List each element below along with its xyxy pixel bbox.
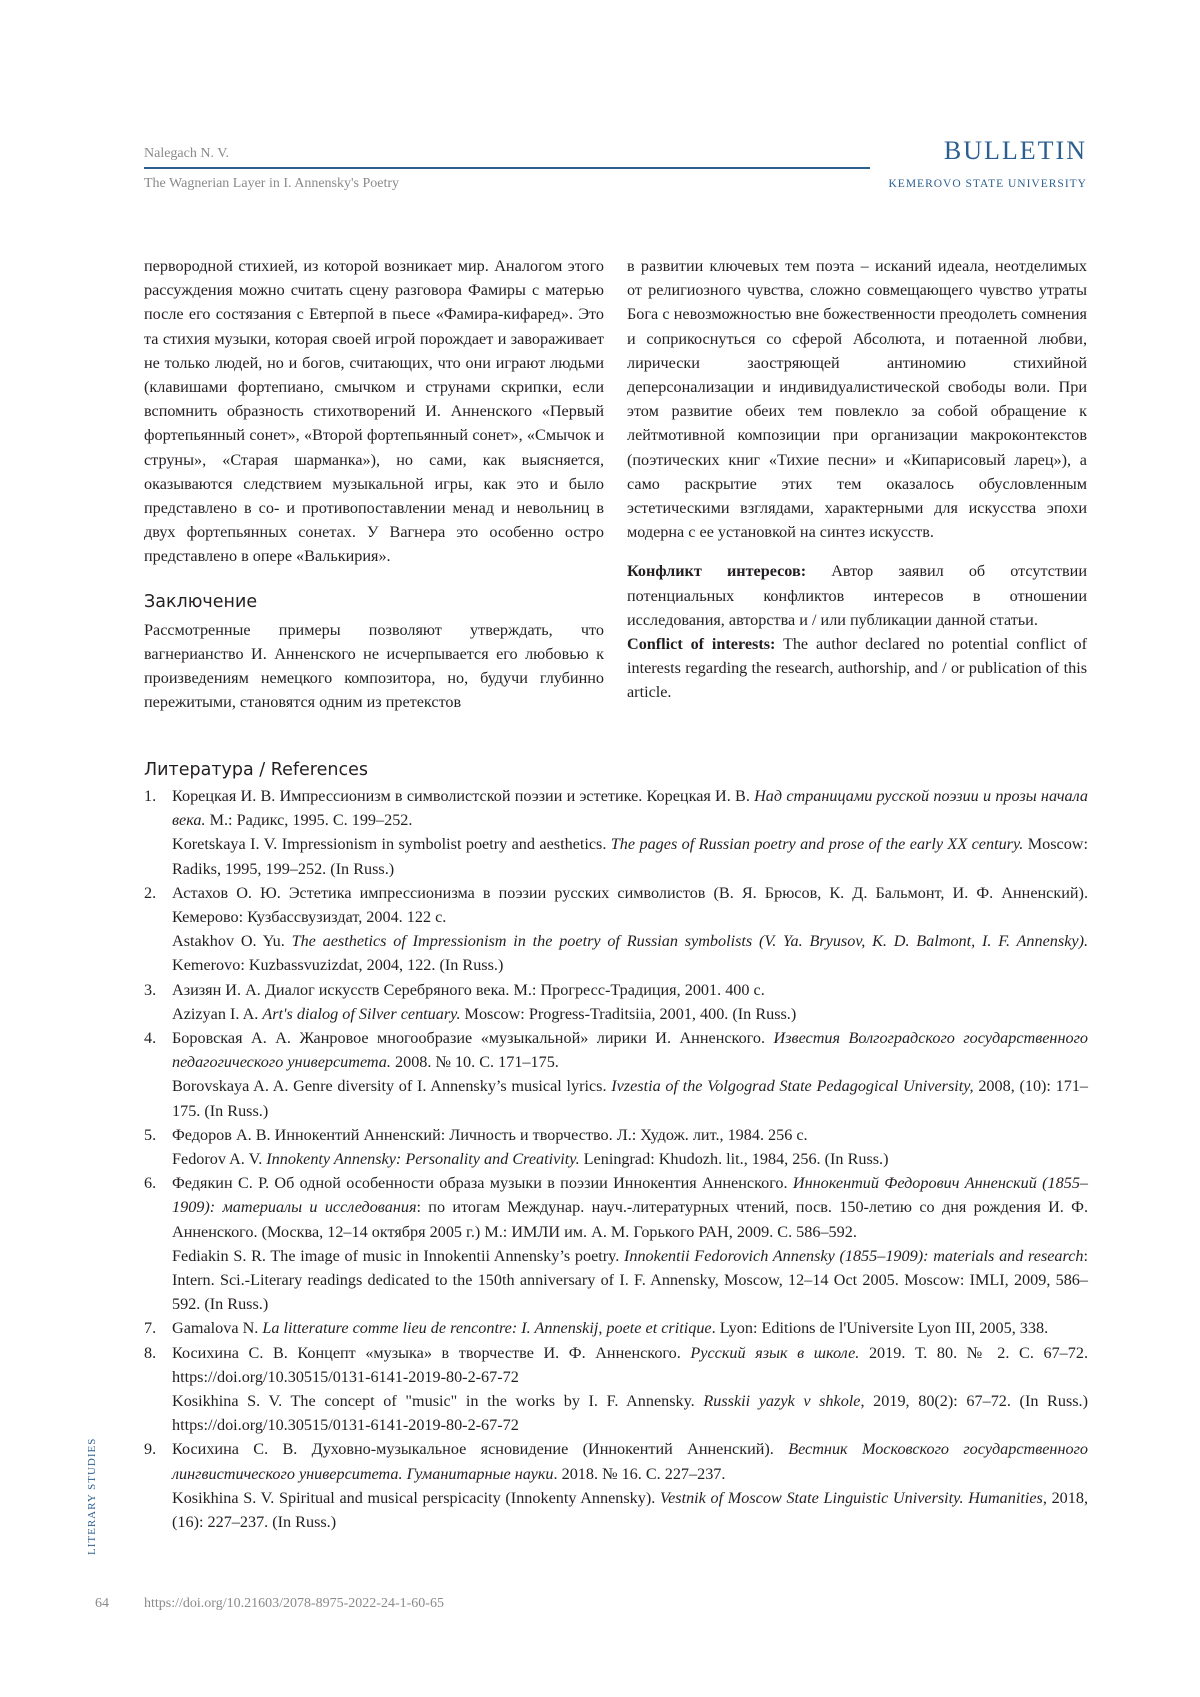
reference-item — [144, 1437, 1088, 1534]
right-column — [627, 254, 1087, 705]
reference-source-title: The aesthetics of Impressionism in the poetry of Russian symbolists (V. Ya. Bryusov, K. D. Balmont, I. F. Annensky). — [291, 932, 1089, 951]
reference-text: Косихина С. В. Духовно-музыкальное ясновидение (Иннокентий Анненский). — [172, 1440, 789, 1459]
references-list — [144, 784, 1088, 1534]
reference-source-title: Над страницами русской поэзии и прозы начала века. — [172, 787, 1088, 830]
reference-source-title: Ivzestia of the Volgograd State Pedagogical University, — [611, 1077, 974, 1096]
reference-text: : по итогам Междунар. науч.-литературных чтений, посв. 150-летию со дня рождения И. Ф. Анненского. (Москва, 12–14 октября 2005 г.) М.: ИМЛИ им. А. М. Горького РАН, 2009. С. 586–592. — [172, 1198, 1089, 1241]
reference-item — [144, 1026, 1088, 1123]
reference-number: 7. — [144, 1319, 157, 1338]
reference-text: Azizyan I. A. — [172, 1004, 263, 1023]
reference-text: Косихина С. В. Концепт «музыка» в творчестве И. Ф. Анненского. — [172, 1343, 691, 1362]
conflict-text-en: The author declared no potential conflict of interests regarding the research, authorship, and / or publication of this article. — [627, 635, 1088, 702]
left-column — [144, 254, 604, 715]
reference-text: Gamalova N. — [172, 1319, 263, 1338]
reference-text: Kosikhina S. V. The concept of "music" in the works by I. F. Annensky. — [172, 1392, 704, 1411]
reference-item — [144, 1316, 1088, 1340]
reference-en — [172, 1074, 1088, 1122]
reference-number: 5. — [144, 1125, 157, 1144]
reference-ru — [172, 1123, 1088, 1147]
header-rule — [144, 167, 870, 169]
reference-number: 1. — [144, 787, 157, 805]
reference-text: Borovskaya A. A. Genre diversity of I. Annensky’s musical lyrics. — [172, 1077, 612, 1096]
reference-item — [144, 1123, 1088, 1171]
reference-item — [144, 881, 1088, 978]
reference-text: Fedorov A. V. — [172, 1150, 267, 1169]
reference-source-title: Вестник Московского государственного лингвистического университета. Гуманитарные науки — [172, 1440, 1088, 1483]
reference-text: 2008. № 10. С. 171–175. — [390, 1053, 559, 1072]
reference-text: Kosikhina S. V. Spiritual and musical perspicacity (Innokenty Annensky). — [172, 1488, 660, 1507]
header-article-title: The Wagnerian Layer in I. Annensky's Poetry — [144, 176, 400, 191]
reference-text: Fediakin S. R. The image of music in Innokentii Annensky’s poetry. — [172, 1246, 624, 1265]
reference-text: Kemerovo: Kuzbassvuzizdat, 2004, 122. (In Russ.) — [172, 956, 504, 975]
body-paragraph: первородной стихией, из которой возникает мир. Аналогом этого рассуждения можно считать сцену разговора Фамиры с матерью после его состязания с Евтерпой в пьесе «Фамира-кифаред». Это та стихия музыки, которая своей игрой порождает и завораживает не только людей, но и богов, считающих, что они играют людьми (клавишами фортепиано, смычком и струнами скрипки, если вспомнить образность стихотворений И. Анненского «Первый фортепьянный сонет», «Второй фортепьянный сонет», «Смычок и струны», «Старая шарманка»), но сами, как выясняется, оказываются следствием музыкальной игры, как это и было представлено в со- и противопоставлении менад и невольниц в двух фортепьянных сонетах. У Вагнера это особенно остро представлено в опере «Валькирия». — [144, 257, 604, 566]
references-heading: Литература / References — [144, 760, 368, 780]
conflict-statement-en — [627, 632, 1087, 705]
reference-text: М.: Радикс, 1995. С. 199–252. — [205, 811, 413, 830]
reference-source-title: Innokentii Fedorovich Annensky (1855–1909): materials and research — [623, 1246, 1084, 1265]
reference-en — [172, 1389, 1088, 1437]
reference-number: 8. — [144, 1343, 157, 1362]
reference-source-title: Иннокентий Федорович Анненский (1855–1909): материалы и исследования — [172, 1174, 1089, 1217]
reference-text: Astakhov O. Yu. — [172, 932, 292, 951]
reference-number: 2. — [144, 883, 157, 902]
reference-ru — [172, 1316, 1088, 1340]
reference-text: . Lyon: Editions de l'Universite Lyon III, 2005, 338. — [711, 1319, 1049, 1338]
reference-ru — [172, 1437, 1088, 1485]
reference-text: Федякин С. Р. Об одной особенности образа музыки в поэзии Иннокентия Анненского. — [172, 1174, 793, 1193]
reference-ru — [172, 1026, 1088, 1074]
journal-name: BULLETIN — [943, 136, 1087, 165]
reference-ru — [172, 978, 1088, 1002]
reference-text: Moscow: Progress-Traditsiia, 2001, 400. (In Russ.) — [460, 1004, 797, 1023]
reference-en — [172, 929, 1088, 977]
reference-text: : Intern. Sci.-Literary readings dedicated to the 150th anniversary of I. F. Annensky, Moscow, 12–14 Oct 2005. Moscow: IMLI, 2009, 586–592. (In Russ.) — [172, 1246, 1088, 1314]
doi-link[interactable]: https://doi.org/10.21603/2078-8975-2022-24-1-60-65 — [144, 1596, 444, 1611]
references-section — [144, 760, 1088, 1534]
reference-ru — [172, 784, 1088, 832]
reference-text: Боровская А. А. Жанровое многообразие «музыкальной» лирики И. Анненского. — [172, 1029, 774, 1048]
reference-source-title: Vestnik of Moscow State Linguistic University. Humanities — [660, 1488, 1043, 1507]
reference-number: 6. — [144, 1174, 157, 1193]
reference-text: 2019. Т. 80. № 2. С. 67–72. https://doi.org/10.30515/0131-6141-2019-80-2-67-72 — [172, 1343, 1088, 1386]
reference-text: Leningrad: Khudozh. lit., 1984, 256. (In Russ.) — [579, 1150, 889, 1169]
reference-ru — [172, 1171, 1088, 1244]
reference-en — [172, 1244, 1088, 1317]
reference-text: Астахов О. Ю. Эстетика импрессионизма в поэзии русских символистов (В. Я. Брюсов, К. Д. Бальмонт, И. Ф. Анненский). Кемерово: Кузбассвузиздат, 2004. 122 с. — [172, 883, 1088, 927]
reference-ru — [172, 881, 1088, 929]
reference-text: , 2018, (16): 227–237. (In Russ.) — [172, 1488, 1088, 1532]
conflict-label-ru: Конфликт интересов: — [627, 562, 807, 581]
section-side-label: LITERARY STUDIES — [86, 1437, 98, 1555]
reference-source-title: La litterature comme lieu de rencontre: I. Annenskij, poete et critique — [262, 1319, 712, 1338]
reference-item — [144, 1171, 1088, 1316]
reference-text: Корецкая И. В. Импрессионизм в символистской поэзии и эстетике. Корецкая И. В. — [172, 787, 755, 805]
conclusion-paragraph: Рассмотренные примеры позволяют утверждать, что вагнерианство И. Анненского не исчерпывается его любовью к произведениям немецкого композитора, но, будучи глубинно пережитыми, становятся одним из претекстов — [144, 620, 604, 712]
reference-text: 2008, (10): 171–175. (In Russ.) — [172, 1077, 1089, 1120]
reference-source-title: Русский язык в школе. — [690, 1343, 860, 1362]
reference-source-title: Russkii yazyk v shkole — [703, 1392, 861, 1411]
header-author: Nalegach N. V. — [144, 146, 230, 161]
reference-ru — [172, 1341, 1088, 1389]
reference-en — [172, 1486, 1088, 1534]
reference-text: Koretskaya I. V. Impressionism in symbolist poetry and aesthetics. — [172, 835, 611, 854]
reference-number: 3. — [144, 980, 157, 999]
conflict-label-en: Conflict of interests: — [627, 635, 776, 654]
reference-text: Moscow: Radiks, 1995, 199–252. (In Russ.) — [172, 835, 1088, 878]
body-paragraph: в развитии ключевых тем поэта – исканий идеала, неотделимых от религиозного чувства, сложно совмещающего чувство утраты Бога с невозможностью вне божественности преодолеть сомнения и соприкоснуться со сферой Абсолюта, и потаенной любви, лирически заостряющей антиномию стихийной деперсонализации и индивидуалистической свободы воли. При этом развитие обеих тем повлекло за собой обращение к лейтмотивной композиции при организации макроконтекстов (поэтических книг «Тихие песни» и «Кипарисовый ларец»), а само раскрытие этих тем оказалось обусловленным эстетическими взглядами, характерными для искусства эпохи модерна с ее установкой на синтез искусств. — [627, 257, 1087, 542]
reference-number: 9. — [144, 1440, 157, 1459]
reference-source-title: Art's dialog of Silver centuary. — [262, 1004, 461, 1023]
reference-item — [144, 1341, 1088, 1438]
reference-number: 4. — [144, 1029, 157, 1048]
conflict-statement-ru — [627, 559, 1087, 632]
reference-en — [172, 1002, 1088, 1026]
reference-text: Федоров А. В. Иннокентий Анненский: Личность и творчество. Л.: Худож. лит., 1984. 256 с. — [172, 1125, 808, 1144]
reference-text: . 2018. № 16. С. 227–237. — [553, 1464, 726, 1483]
reference-item — [144, 784, 1088, 881]
reference-source-title: Известия Волгоградского государственного педагогического университета. — [172, 1029, 1088, 1072]
reference-source-title: Innokenty Annensky: Personality and Creativity. — [266, 1150, 580, 1169]
conclusion-heading: Заключение — [144, 591, 258, 612]
university-name: KEMEROVO STATE UNIVERSITY — [888, 178, 1087, 190]
reference-text: , 2019, 80(2): 67–72. (In Russ.) https://doi.org/10.30515/0131-6141-2019-80-2-67-72 — [172, 1392, 1088, 1435]
reference-en — [172, 1147, 1088, 1171]
reference-source-title: The pages of Russian poetry and prose of the early XX century. — [610, 835, 1024, 854]
reference-text: Азизян И. А. Диалог искусств Серебряного века. М.: Прогресс-Традиция, 2001. 400 с. — [172, 980, 765, 999]
page-number: 64 — [95, 1596, 109, 1611]
reference-en — [172, 832, 1088, 880]
conflict-text-ru: Автор заявил об отсутствии потенциальных конфликтов интересов в отношении исследования, авторства и / или публикации данной статьи. — [627, 562, 1087, 629]
reference-item — [144, 978, 1088, 1026]
